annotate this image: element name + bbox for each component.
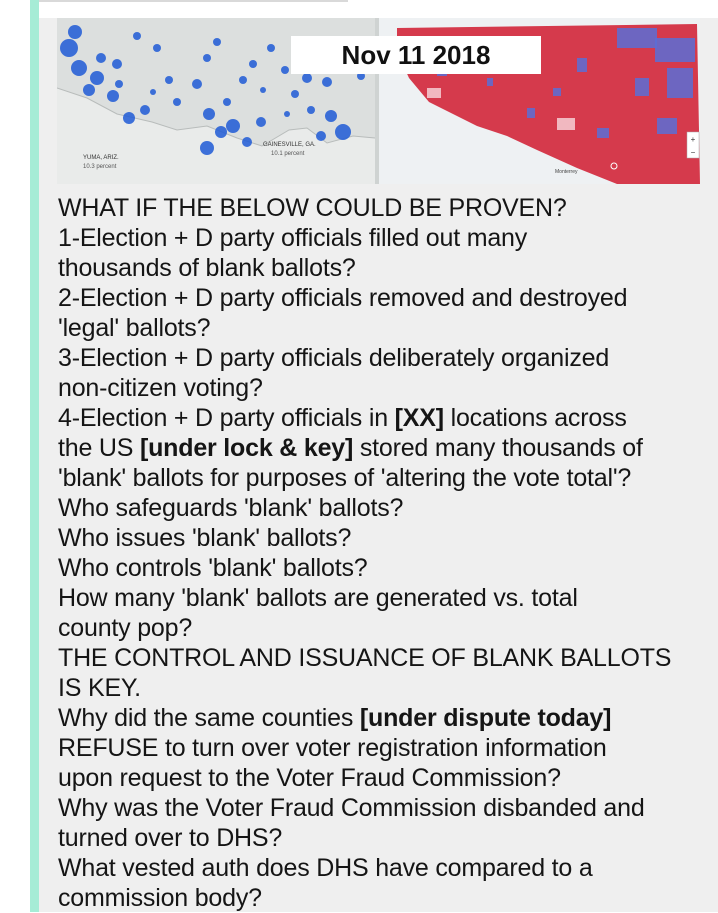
zoom-controls[interactable] <box>687 132 699 158</box>
post-card <box>39 18 718 912</box>
question-commission-line-1: Why was the Voter Fraud Commission disbanded and <box>58 794 645 822</box>
question-safeguards: Who safeguards 'blank' ballots? <box>58 494 404 522</box>
question-counties-bold: [under dispute today] <box>359 704 612 732</box>
label-gainesville-title: GAINESVILLE, GA. <box>263 142 316 148</box>
item-4-line-2-post: stored many thousands of <box>353 434 643 462</box>
label-gainesville-value: 10.1 percent <box>271 151 305 157</box>
item-2-line-2: 'legal' ballots? <box>58 314 211 342</box>
key-statement-line-1: THE CONTROL AND ISSUANCE OF BLANK BALLOTS <box>58 644 672 672</box>
item-2-line-1: 2-Election + D party officials removed and destroyed <box>58 284 628 312</box>
item-3-line-1: 3-Election + D party officials deliberately organized <box>58 344 610 372</box>
item-4-line-1-pre: 4-Election + D party officials in <box>58 404 395 432</box>
question-counties-line-1 <box>58 703 713 733</box>
question-how-many-line-2: county pop? <box>58 614 193 642</box>
item-4-line-2-bold: [under lock & key] <box>139 434 354 462</box>
question-dhs-line-2: commission body? <box>58 884 262 912</box>
label-monterrey: Monterrey <box>555 169 578 175</box>
item-1-line-1: 1-Election + D party officials filled out many <box>58 224 528 252</box>
question-commission-line-2: turned over to DHS? <box>58 824 283 852</box>
question-counties-pre: Why did the same counties <box>58 704 360 732</box>
post-body <box>58 193 713 913</box>
label-yuma-title: YUMA, ARIZ. <box>83 155 119 161</box>
item-4-line-2 <box>58 433 713 463</box>
question-dhs-line-1: What vested auth does DHS have compared to a <box>58 854 593 882</box>
heading-line: WHAT IF THE BELOW COULD BE PROVEN? <box>58 194 567 222</box>
question-controls: Who controls 'blank' ballots? <box>58 554 368 582</box>
item-3-line-2: non-citizen voting? <box>58 374 263 402</box>
question-counties-line-2: REFUSE to turn over voter registration information <box>58 734 607 762</box>
label-yuma-value: 10.3 percent <box>83 164 117 170</box>
item-4-line-2-pre: the US <box>58 434 140 462</box>
question-how-many-line-1: How many 'blank' ballots are generated vs. total <box>58 584 578 612</box>
item-4-line-1-bold: [XX] <box>394 404 444 432</box>
post-image[interactable] <box>57 18 700 184</box>
question-issues: Who issues 'blank' ballots? <box>58 524 352 552</box>
zoom-out-button[interactable]: − <box>690 148 696 157</box>
item-4-line-1 <box>58 403 713 433</box>
item-4-line-1-post: locations across <box>443 404 627 432</box>
item-1-line-2: thousands of blank ballots? <box>58 254 356 282</box>
zoom-in-button[interactable]: + <box>690 135 696 144</box>
question-counties-line-3: upon request to the Voter Fraud Commission? <box>58 764 561 792</box>
date-banner: Nov 11 2018 <box>291 36 541 74</box>
top-divider <box>36 0 348 2</box>
item-4-line-3: 'blank' ballots for purposes of 'altering the vote total'? <box>58 464 632 492</box>
key-statement-line-2: IS KEY. <box>58 674 141 702</box>
thread-accent-bar <box>30 0 39 912</box>
